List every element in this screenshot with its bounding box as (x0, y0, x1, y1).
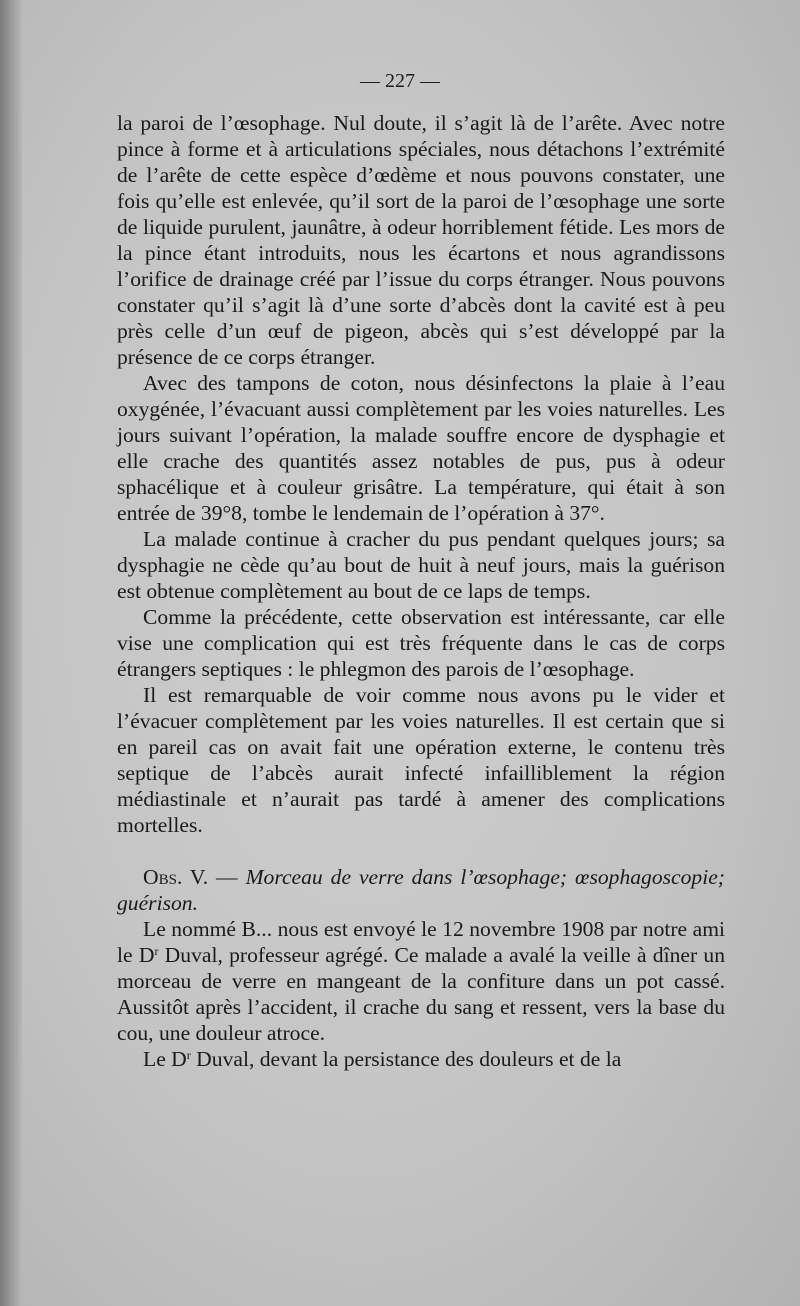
page-number: — 227 — (360, 70, 440, 92)
observation-label: Obs. V. (143, 865, 209, 889)
obs-p2-text-a: Le D (143, 1047, 187, 1071)
paragraph-continuation: la paroi de l’œsophage. Nul doute, il s’agit là de l’arête. Avec notre pince à forme et à articulations spéciales, nous détachons l’extrémité de l’arête de cette espèce d’œdème et nous pouvons constater, une fois qu’elle est enlevée, qu’il sort de la paroi de l’œsophage une sorte de liquide purulent, jaunâtre, à odeur horriblement fétide. Les mors de la pince étant introduits, nous les écartons et nous agrandissons l’orifice de drainage créé par l’issue du corps étranger. Nous pouvons constater qu’il s’agit là d’une sorte d’abcès dont la cavité est à peu près celle d’un œuf de pigeon, abcès qui s’est développé par la présence de ce corps étranger. (117, 111, 725, 369)
observation-paragraph-2 (117, 1046, 725, 1072)
paragraph-treatment: Avec des tampons de coton, nous désinfectons la plaie à l’eau oxygénée, l’évacuant aussi complètement par les voies naturelles. Les jours suivant l’opération, la malade souffre encore de dysphagie et elle crache des quantités assez notables de pus, pus à odeur sphacélique et à couleur grisâtre. La température, qui était à son entrée de 39°8, tombe le lendemain de l’opération à 37°. (117, 371, 725, 525)
paragraph-recovery: La malade continue à cracher du pus pendant quelques jours; sa dysphagie ne cède qu’au bout de huit à neuf jours, mais la guérison est obtenue complètement au bout de ce laps de temps. (117, 527, 725, 603)
observation-paragraph-1 (117, 916, 725, 1046)
obs-p1-sup: r (154, 944, 159, 958)
observation-dash: — (208, 865, 246, 889)
obs-p1-text-b: Duval, professeur agrégé. Ce malade a avalé la veille à dîner un morceau de verre en mangeant de la confiture dans un pot cassé. Aussitôt après l’accident, il crache du sang et ressent, vers la base du cou, une douleur atroce. (117, 943, 726, 1045)
observation-title: Morceau de verre dans l’œsophage; œsophagoscopie; guérison. (117, 865, 726, 915)
obs-p2-sup: r (186, 1048, 191, 1062)
paragraph-conclusion: Il est remarquable de voir comme nous avons pu le vider et l’évacuer complètement par les voies naturelles. Il est certain que si en pareil cas on avait fait une opération externe, le contenu très septique de l’abcès aurait infecté infailliblement la région médiastinale et n’aurait pas tardé à amener des complications mortelles. (117, 683, 725, 837)
observation-heading (117, 864, 725, 916)
obs-p1-text-a: Le nommé B... nous est envoyé le 12 novembre 1908 par notre ami le D (117, 917, 725, 967)
page-gutter-shadow (0, 0, 22, 1306)
obs-p2-text-b: Duval, devant la persistance des douleurs et de la (190, 1047, 622, 1071)
paragraph-commentary: Comme la précédente, cette observation est intéressante, car elle vise une complication qui est très fréquente dans le cas de corps étrangers septiques : le phlegmon des parois de l’œsophage. (117, 605, 725, 681)
body-text (117, 110, 725, 1072)
